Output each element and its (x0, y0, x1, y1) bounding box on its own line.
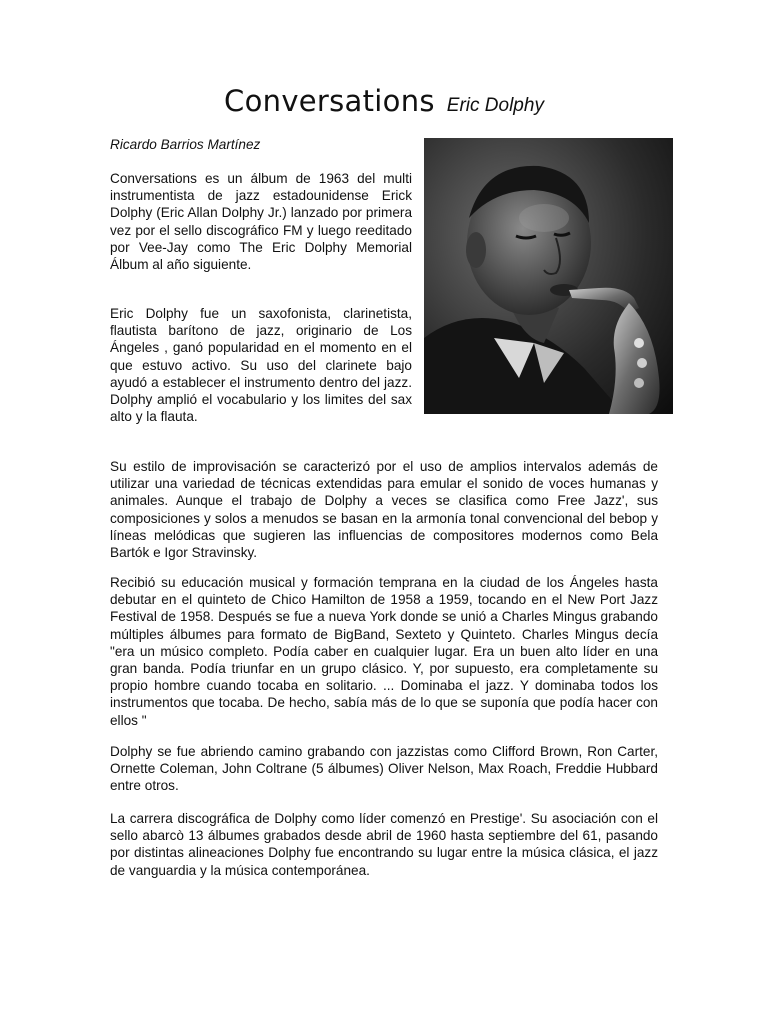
author-name: Ricardo Barrios Martínez (110, 137, 261, 152)
paragraph-2: Eric Dolphy fue un saxofonista, clarinetista, flautista barítono de jazz, originario de Los Ángeles , ganó popularidad en el momento en el que estuvo activo. Su uso del clarinete bajo ayudó a establecer el instrumento dentro del jazz. Dolphy amplió el vocabulario y los limites del sax alto y la flauta. (110, 306, 412, 425)
artist-photo (424, 138, 673, 414)
page-subtitle: Eric Dolphy (446, 95, 544, 116)
paragraph-1: Conversations es un álbum de 1963 del multi instrumentista de jazz estadounidense Erick Dolphy (Eric Allan Dolphy Jr.) lanzado por primera vez por el sello discográfico FM y luego reeditado por Vee-Jay como The Eric Dolphy Memorial Álbum al año siguiente. (110, 171, 412, 273)
paragraph-6: La carrera discográfica de Dolphy como líder comenzó en Prestige'. Su asociación con el sello abarcò 13 álbumes grabados desde abril de 1960 hasta septiembre del 61, pasando por distintas alineaciones Dolphy fue encontrando su lugar entre la música clásica, el jazz de vanguardia y la música contemporánea. (110, 811, 658, 878)
page-title: Conversations (224, 84, 435, 118)
paragraph-3: Su estilo de improvisación se caracterizó por el uso de amplios intervalos además de utilizar una variedad de técnicas extendidas para emular el sonido de voces humanas y animales. Aunque el trabajo de Dolphy a veces se clasifica como Free Jazz', sus composiciones y solos a menudos se basan en la armonía tonal convencional del bebop y líneas melódicas que sugieren las influencias de compositores modernos como Bela Bartók e Igor Stravinsky. (110, 459, 658, 561)
photo-illustration (424, 138, 673, 414)
paragraph-4: Recibió su educación musical y formación temprana en la ciudad de los Ángeles hasta debutar en el quinteto de Chico Hamilton de 1958 a 1959, tocando en el New Port Jazz Festival de 1958. Después se fue a nueva York donde se unió a Charles Mingus grabando múltiples álbumes para formato de BigBand, Sexteto y Quinteto. Charles Mingus decía "era un músico completo. Podía caber en cualquier lugar. Era un buen alto líder en una gran banda. Podía triunfar en un grupo clásico. Y, por supuesto, era completamente su propio hombre cuando tocaba en solitario. ... Dominaba el jazz. Y dominaba todos los instrumentos que tocaba. De hecho, sabía más de lo que se suponía que podía hacer con ellos " (110, 575, 658, 728)
paragraph-5: Dolphy se fue abriendo camino grabando con jazzistas como Clifford Brown, Ron Carter, Ornette Coleman, John Coltrane (5 álbumes) Oliver Nelson, Max Roach, Freddie Hubbard entre otros. (110, 744, 658, 794)
title-row (0, 84, 768, 118)
